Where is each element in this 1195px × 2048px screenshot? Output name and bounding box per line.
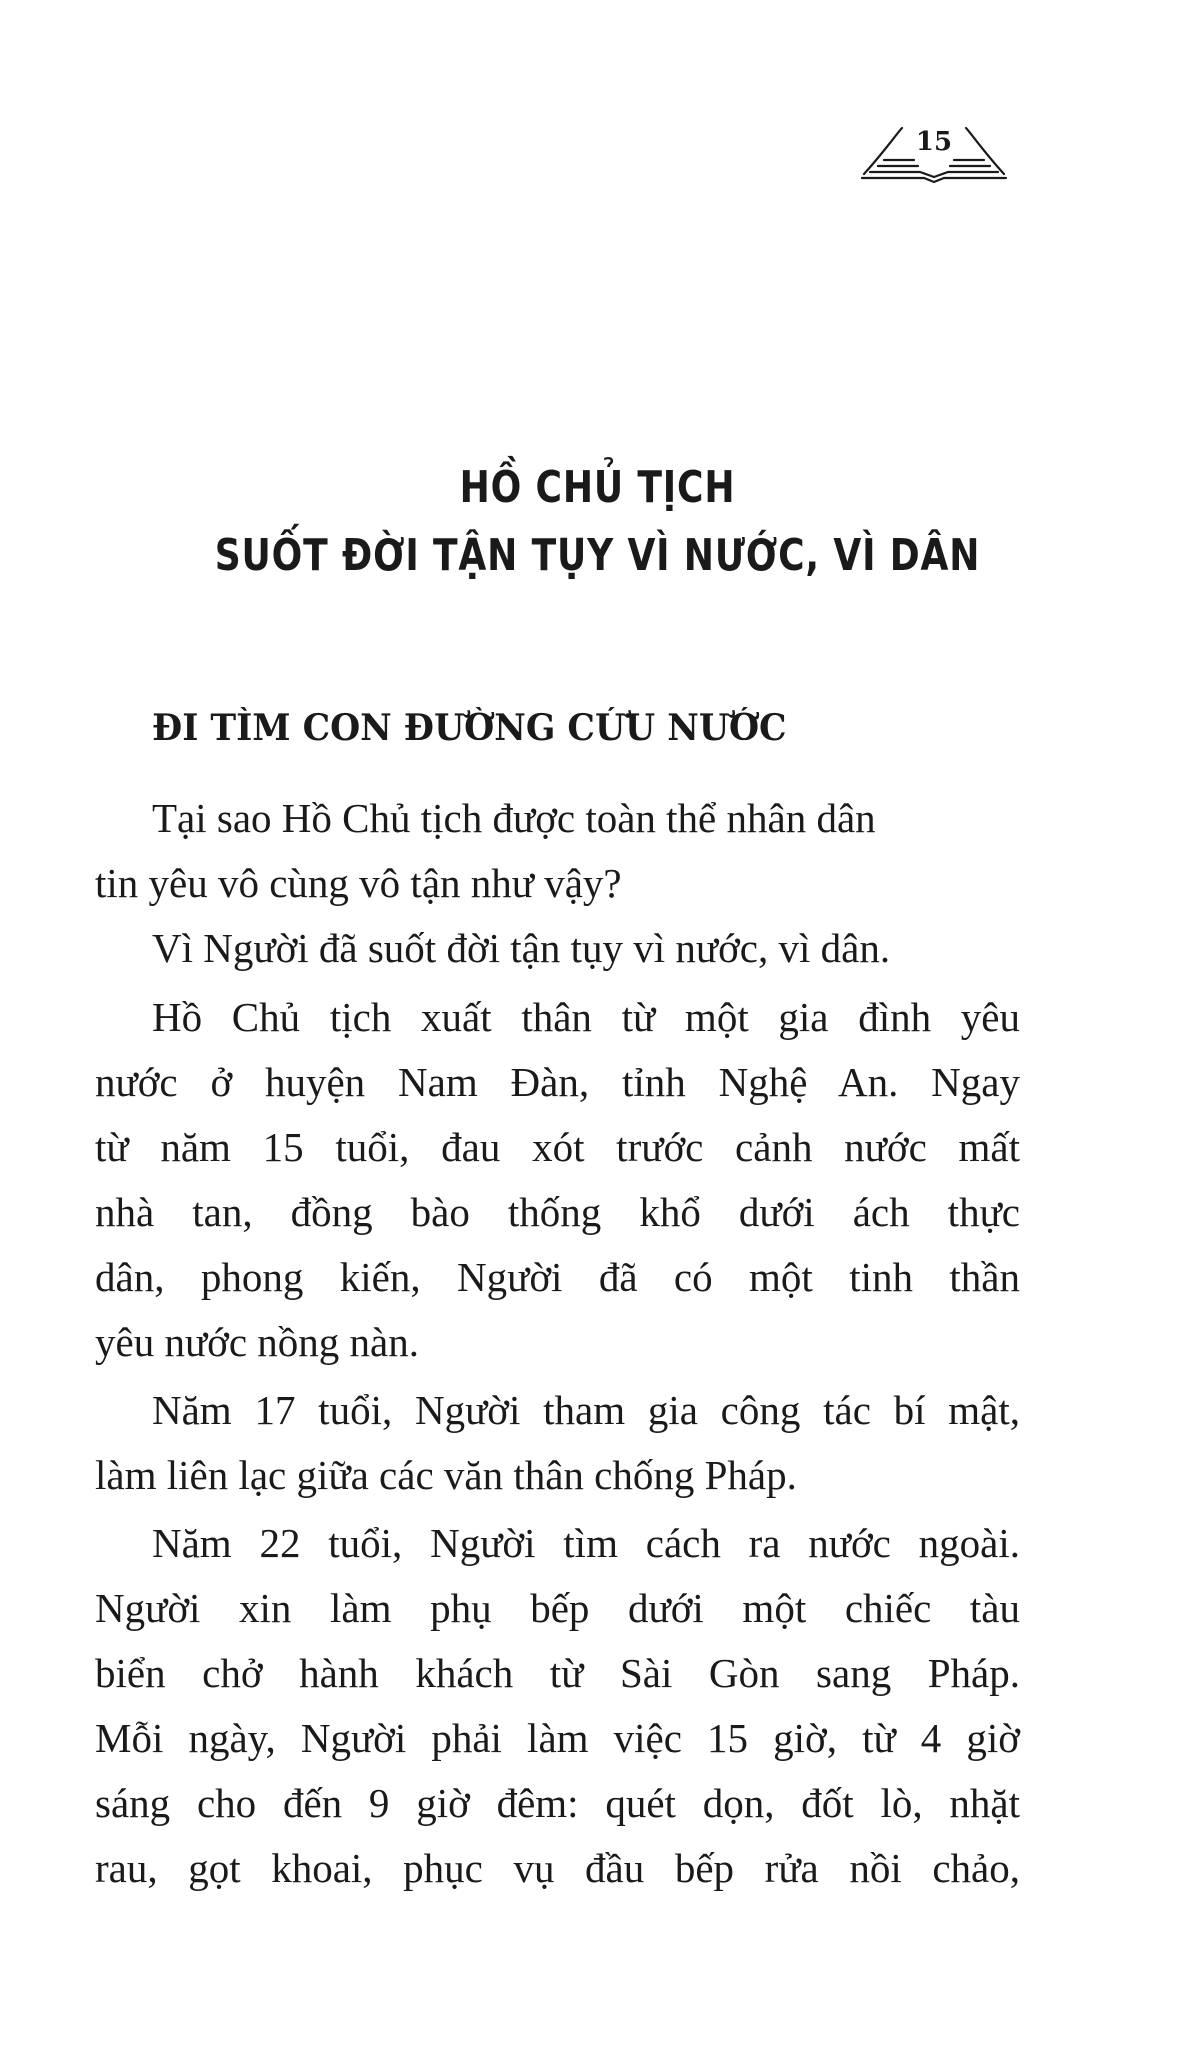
body-line: nhà tan, đồng bào thống khổ dưới ách thực (95, 1189, 1020, 1235)
body-line: Hồ Chủ tịch xuất thân từ một gia đình yêu (152, 994, 1020, 1040)
body-line: Mỗi ngày, Người phải làm việc 15 giờ, từ 4 giờ (95, 1715, 1020, 1761)
body-line: từ năm 15 tuổi, đau xót trước cảnh nước mất (95, 1124, 1020, 1170)
body-line: Năm 22 tuổi, Người tìm cách ra nước ngoài. (152, 1520, 1020, 1566)
body-line: dân, phong kiến, Người đã có một tinh thần (95, 1254, 1020, 1300)
body-line: làm liên lạc giữa các văn thân chống Pháp. (95, 1452, 797, 1498)
body-line: nước ở huyện Nam Đàn, tỉnh Nghệ An. Ngay (95, 1059, 1020, 1105)
body-line: yêu nước nồng nàn. (95, 1319, 419, 1365)
body-line: Người xin làm phụ bếp dưới một chiếc tàu (95, 1585, 1020, 1631)
chapter-title-line-2: SUỐT ĐỜI TẬN TỤY VÌ NƯỚC, VÌ DÂN (214, 530, 981, 581)
body-line: rau, gọt khoai, phục vụ đầu bếp rửa nồi chảo, (95, 1845, 1020, 1891)
section-heading: ĐI TÌM CON ĐƯỜNG CỨU NƯỚC (152, 707, 787, 749)
body-line: Vì Người đã suốt đời tận tụy vì nước, vì dân. (152, 925, 891, 971)
body-line: biển chở hành khách từ Sài Gòn sang Pháp. (95, 1650, 1020, 1696)
body-line: tin yêu vô cùng vô tận như vậy? (95, 860, 622, 906)
chapter-title-line-1: HỒ CHỦ TỊCH (459, 462, 736, 513)
body-line: sáng cho đến 9 giờ đêm: quét dọn, đốt lò, nhặt (95, 1780, 1020, 1826)
body-line: Tại sao Hồ Chủ tịch được toàn thể nhân dân (152, 795, 876, 841)
body-line: Năm 17 tuổi, Người tham gia công tác bí mật, (152, 1387, 1020, 1433)
page-number: 15 (915, 127, 953, 157)
